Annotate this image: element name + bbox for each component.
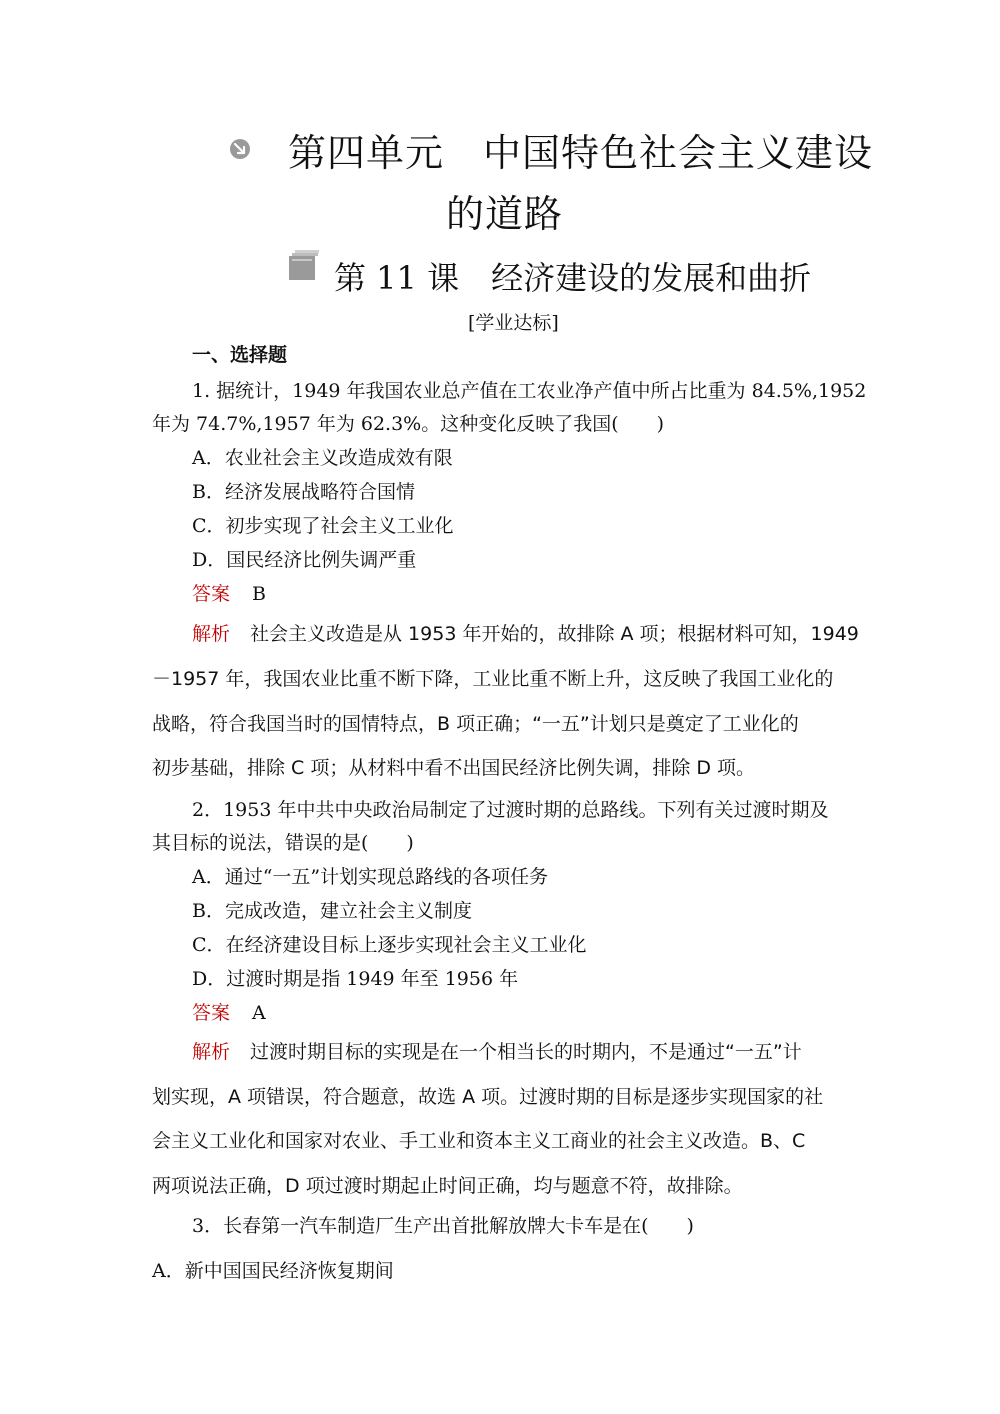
q2-stem-line2: 其目标的说法，错误的是( ): [152, 832, 414, 854]
unit-title-line2: 的道路: [446, 192, 564, 236]
q2-explanation-line3: 会主义工业化和国家对农业、手工业和资本主义工商业的社会主义改造。B、C: [152, 1130, 806, 1152]
book-stack-icon: [287, 248, 321, 282]
q1-stem-line1: 1. 据统计，1949 年我国农业总产值在工农业净产值中所占比重为 84.5%,1952: [192, 380, 867, 402]
q2-explanation-label: 解析: [192, 1041, 231, 1063]
q1-explanation-label: 解析: [192, 623, 231, 645]
q2-option-b: B．完成改造，建立社会主义制度: [192, 900, 472, 922]
section-heading: 一、选择题: [192, 344, 288, 366]
q1-explanation-line2: －1957 年，我国农业比重不断下降，工业比重不断上升，这反映了我国工业化的: [152, 668, 834, 690]
q1-explanation-line4: 初步基础，排除 C 项；从材料中看不出国民经济比例失调，排除 D 项。: [152, 757, 756, 779]
q2-option-a: A．通过“一五”计划实现总路线的各项任务: [192, 866, 549, 888]
q1-explanation-line3: 战略，符合我国当时的国情特点，B 项正确；“一五”计划只是奠定了工业化的: [152, 713, 799, 735]
q1-answer-label: 答案: [192, 583, 231, 605]
q1-explanation-text1: 社会主义改造是从 1953 年开始的，故排除 A 项；根据材料可知，1949: [250, 623, 859, 645]
q2-answer-row: [192, 998, 266, 1025]
q1-stem-line2: 年为 74.7%,1957 年为 62.3%。这种变化反映了我国( ): [152, 413, 665, 435]
q2-explanation-text1: 过渡时期目标的实现是在一个相当长的时期内，不是通过“一五”计: [250, 1041, 802, 1063]
q1-option-b: B．经济发展战略符合国情: [192, 481, 415, 503]
lesson-subtitle: [学业达标]: [468, 312, 559, 334]
q2-answer-value: A: [252, 1002, 266, 1024]
q2-option-c: C．在经济建设目标上逐步实现社会主义工业化: [192, 934, 587, 956]
unit-title-line1: 第四单元 中国特色社会主义建设: [288, 131, 874, 175]
q2-explanation-line1: [192, 1037, 802, 1064]
q1-explanation-line1: [192, 619, 859, 646]
q1-answer-row: [192, 579, 266, 606]
arrow-circle-icon: [229, 138, 251, 160]
q1-option-d: D．国民经济比例失调严重: [192, 549, 417, 571]
q1-answer-value: B: [252, 583, 266, 605]
q1-option-a: A．农业社会主义改造成效有限: [192, 447, 453, 469]
q2-answer-label: 答案: [192, 1002, 231, 1024]
q3-stem: 3．长春第一汽车制造厂生产出首批解放牌大卡车是在( ): [192, 1215, 694, 1237]
q1-option-c: C．初步实现了社会主义工业化: [192, 515, 454, 537]
q3-option-a: A．新中国国民经济恢复期间: [152, 1260, 394, 1282]
q2-stem-line1: 2．1953 年中共中央政治局制定了过渡时期的总路线。下列有关过渡时期及: [192, 799, 829, 821]
q2-explanation-line2: 划实现，A 项错误，符合题意，故选 A 项。过渡时期的目标是逐步实现国家的社: [152, 1086, 824, 1108]
q2-explanation-line4: 两项说法正确，D 项过渡时期起止时间正确，均与题意不符，故排除。: [152, 1175, 743, 1197]
q2-option-d: D．过渡时期是指 1949 年至 1956 年: [192, 968, 519, 990]
lesson-title: 第 11 课 经济建设的发展和曲折: [334, 259, 812, 297]
